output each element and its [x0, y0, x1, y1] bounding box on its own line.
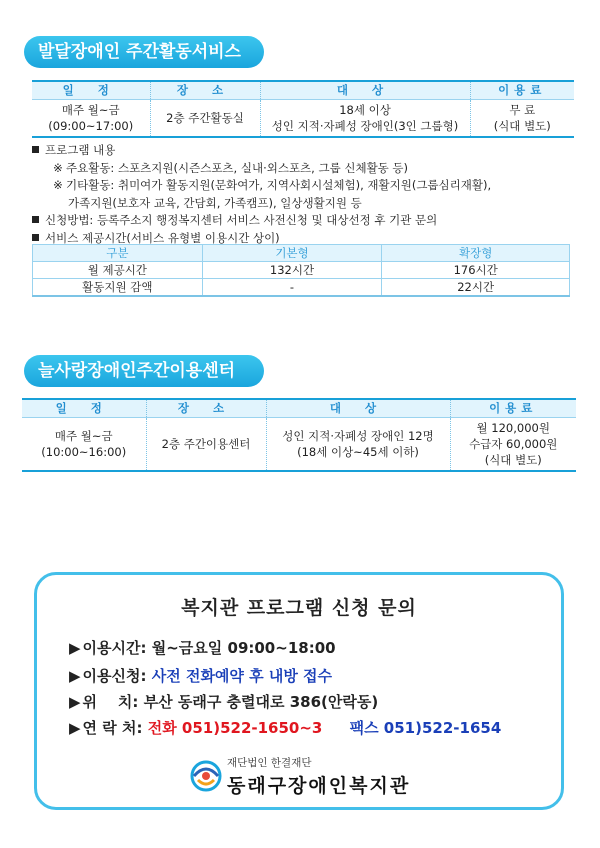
col-fee: 이용료	[470, 81, 574, 99]
fee-amount: 월 120,000원	[476, 420, 550, 435]
triangle-right-icon: ▶	[69, 639, 81, 657]
row-extended: 176시간	[382, 262, 570, 279]
section2-header-row	[22, 399, 576, 417]
row-basic: -	[202, 279, 382, 297]
other-activity-text-2: 가족지원(보호자 교육, 간담회, 가족캠프), 일상생활지원 등	[68, 195, 362, 210]
location-value: 부산 동래구 충렬대로 386(안락동)	[143, 693, 379, 711]
reference-mark-icon: ※	[53, 160, 63, 175]
bullet-other-activity	[32, 177, 572, 195]
swirl-logo-icon	[189, 759, 223, 793]
fee-note: (식대 별도)	[493, 118, 551, 133]
triangle-right-icon: ▶	[69, 693, 81, 711]
location-label: 위 치:	[82, 693, 139, 711]
contact-hours	[69, 637, 336, 658]
fee-cell	[450, 417, 576, 471]
other-activity-text-1: 기타활동: 취미여가 활동지원(문화여가, 지역사회시설체험), 재활지원(그룹심리재활),	[66, 178, 492, 192]
fax-value: 팩스 051)522-1654	[349, 719, 502, 737]
bullet-apply	[32, 212, 572, 230]
target-desc: 성인 지적·자폐성 장애인(3인 그룹형)	[271, 118, 459, 133]
contact-phone	[69, 717, 501, 738]
bullet-program	[32, 142, 572, 160]
service-time-table	[32, 244, 570, 297]
fee-cell	[470, 99, 574, 137]
fee-note: (식대 별도)	[484, 452, 542, 467]
section1-title	[24, 36, 264, 68]
service-table-header	[33, 245, 570, 262]
table-row	[33, 279, 570, 297]
schedule-days: 매주 월~금	[61, 102, 120, 117]
col-target: 대 상	[266, 399, 450, 417]
col-place: 장 소	[150, 81, 260, 99]
apply-value: 사전 전화예약 후 내방 접수	[151, 667, 333, 685]
place-cell: 2층 주간활동실	[150, 99, 260, 137]
contact-box	[34, 572, 564, 810]
section2-data-row	[22, 417, 576, 471]
row-basic: 132시간	[202, 262, 382, 279]
col-schedule: 일 정	[22, 399, 146, 417]
section2-title-text: 늘사랑장애인주간이용센터	[38, 361, 236, 381]
schedule-cell	[32, 99, 150, 137]
triangle-right-icon: ▶	[69, 667, 81, 685]
col-place: 장 소	[146, 399, 266, 417]
section1-header-row	[32, 81, 574, 99]
table-row	[33, 262, 570, 279]
hours-label: 이용시간:	[82, 639, 147, 657]
contact-location	[69, 691, 378, 712]
target-age: (18세 이상~45세 이하)	[297, 444, 419, 459]
service-time-text: 서비스 제공시간(서비스 유형별 이용시간 상이)	[45, 230, 280, 245]
target-cell	[260, 99, 470, 137]
phone-label: 연 락 처:	[82, 719, 143, 737]
bullet-program-text: 프로그램 내용	[45, 143, 116, 157]
col-target: 대 상	[260, 81, 470, 99]
section1-table	[32, 80, 574, 138]
col-fee: 이용료	[450, 399, 576, 417]
hours-value: 월~금요일 09:00~18:00	[151, 639, 336, 657]
col-schedule: 일 정	[32, 81, 150, 99]
schedule-hours: (09:00~17:00)	[48, 118, 134, 133]
square-bullet-icon	[32, 216, 39, 223]
row-label: 활동지원 감액	[33, 279, 203, 297]
reference-mark-icon: ※	[53, 178, 63, 192]
square-bullet-icon	[32, 234, 39, 241]
schedule-days: 매주 월~금	[54, 428, 113, 443]
org-name: 동래구장애인복지관	[227, 775, 411, 797]
row-extended: 22시간	[382, 279, 570, 297]
contact-title: 복지관 프로그램 신청 문의	[181, 597, 417, 619]
square-bullet-icon	[32, 146, 39, 153]
schedule-hours: (10:00~16:00)	[41, 444, 127, 459]
main-activity-text: 주요활동: 스포츠지원(시즌스포츠, 실내·외스포츠, 그룹 신체활동 등)	[66, 160, 409, 175]
schedule-cell	[22, 417, 146, 471]
apply-text: 신청방법: 등록주소지 행정복지센터 서비스 사전신청 및 대상선정 후 기관 문의	[45, 213, 438, 227]
section2-table	[22, 398, 576, 472]
place-cell: 2층 주간이용센터	[146, 417, 266, 471]
org-foundation: 재단법인 한결재단	[227, 757, 312, 769]
section2-title	[24, 355, 264, 387]
contact-apply	[69, 665, 332, 686]
fee-recipient: 수급자 60,000원	[469, 436, 558, 451]
target-cell	[266, 417, 450, 471]
bullet-other-activity-cont	[32, 195, 572, 213]
bullet-main-activity	[32, 160, 572, 178]
service-col-basic: 기본형	[202, 245, 382, 262]
row-label: 월 제공시간	[33, 262, 203, 279]
apply-label: 이용신청:	[82, 667, 147, 685]
target-desc: 성인 지적·자폐성 장애인 12명	[282, 428, 434, 443]
service-col-extended: 확장형	[382, 245, 570, 262]
section1-data-row	[32, 99, 574, 137]
fee-amount: 무 료	[509, 102, 536, 117]
triangle-right-icon: ▶	[69, 719, 81, 737]
target-age: 18세 이상	[339, 102, 391, 117]
phone-value: 전화 051)522-1650~3	[147, 719, 323, 737]
service-col-category: 구분	[33, 245, 203, 262]
org-logo	[189, 753, 419, 803]
section1-title-text: 발달장애인 주간활동서비스	[38, 42, 241, 62]
program-details	[32, 142, 572, 247]
